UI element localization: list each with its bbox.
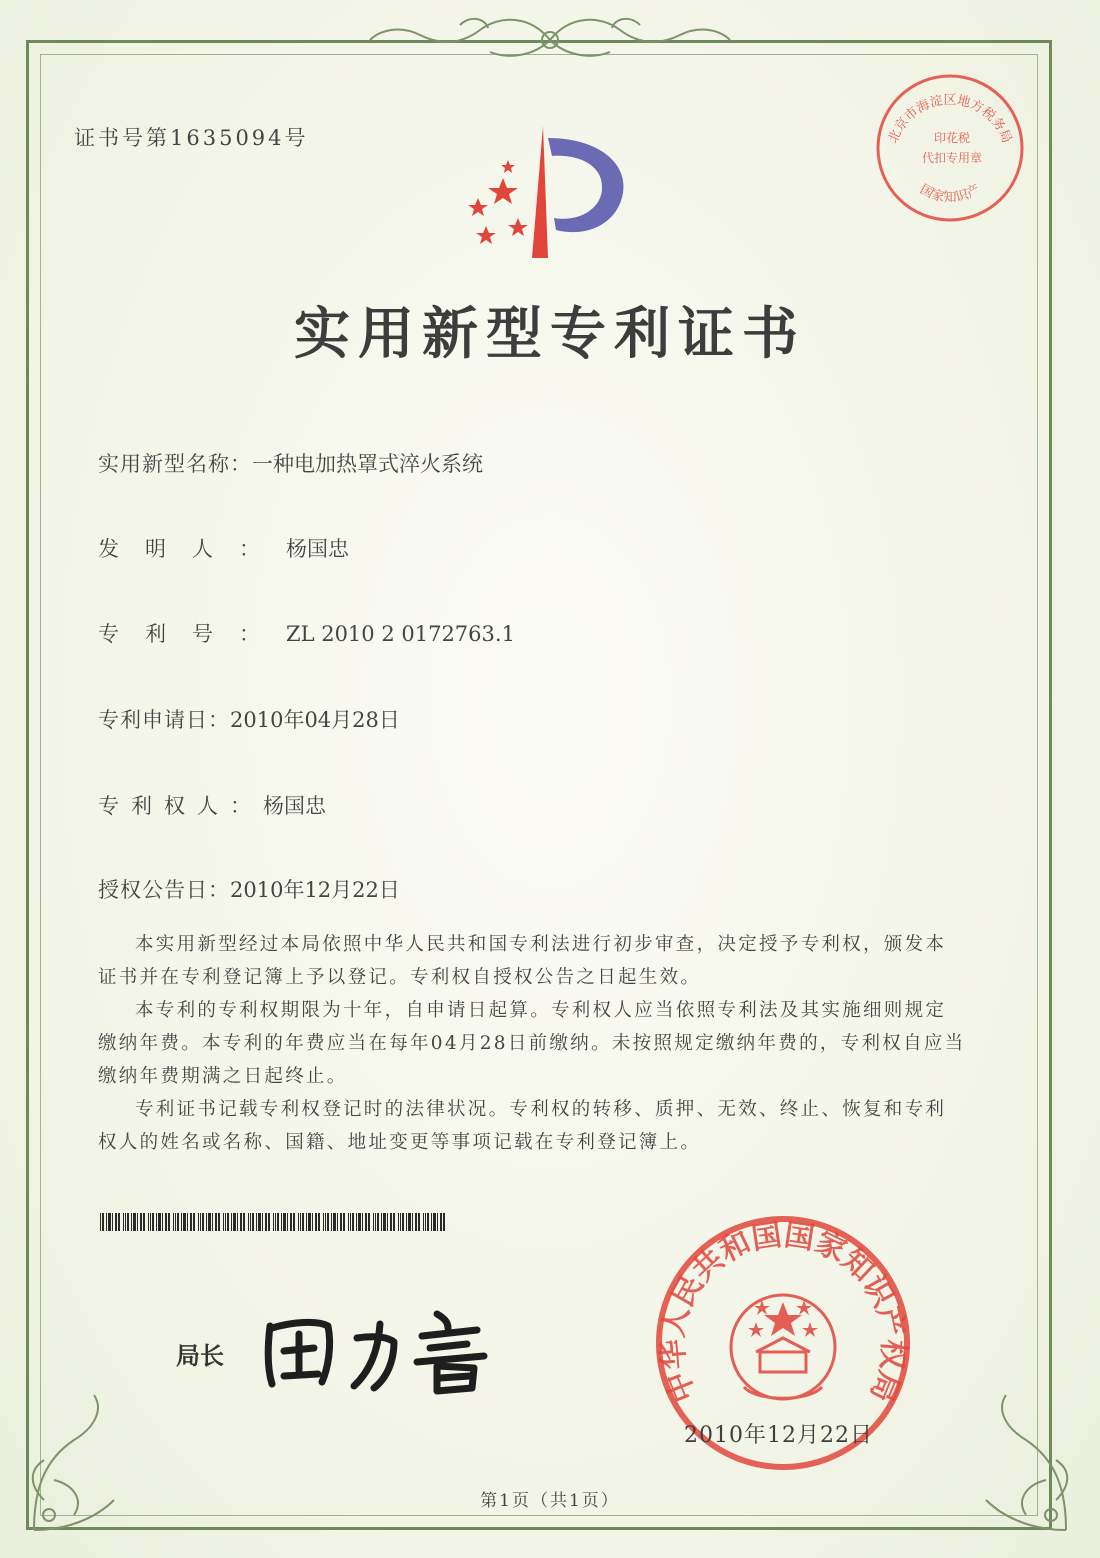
barcode-bar <box>383 1213 386 1231</box>
barcode-bar <box>323 1213 324 1231</box>
barcode-bar <box>181 1213 182 1231</box>
barcode-bar <box>208 1213 211 1231</box>
barcode-bar <box>265 1213 267 1231</box>
barcode-bar <box>227 1213 229 1231</box>
barcode-bar <box>381 1213 382 1231</box>
director-signature <box>262 1296 522 1396</box>
barcode-bar <box>358 1213 361 1231</box>
field-label: 专利申请日： <box>98 708 230 732</box>
barcode-bar <box>277 1213 279 1231</box>
barcode-bar <box>356 1213 357 1231</box>
field-value: 2010年04月28日 <box>230 708 400 732</box>
body-paragraph-3: 专利证书记载专利权登记时的法律状况。专利权的转移、质押、无效、终止、恢复和专利权人的姓名或名称、国籍、地址变更等事项记载在专利登记簿上。 <box>98 1099 947 1153</box>
field-utility-model-name <box>98 448 483 478</box>
barcode-bar <box>315 1213 317 1231</box>
barcode-bar <box>337 1213 338 1231</box>
barcode-bar <box>373 1213 374 1231</box>
bottom-left-ornament <box>14 1390 134 1540</box>
barcode-bar <box>327 1213 329 1231</box>
barcode-bar <box>302 1213 304 1231</box>
barcode-bar <box>437 1213 438 1231</box>
barcode-bar <box>400 1213 401 1231</box>
barcode-bar <box>237 1213 238 1231</box>
barcode-bar <box>231 1213 232 1231</box>
field-label: 发明人： <box>98 537 286 561</box>
body-paragraph-2: 本专利的专利权期限为十年，自申请日起算。专利权人应当依照专利法及其实施细则规定缴纳年费。本专利的年费应当在每年04月28日前缴纳。未按照规定缴纳年费的，专利权自应当缴纳年费期满之日起终止。 <box>98 1000 966 1087</box>
barcode-bar <box>131 1213 132 1231</box>
tax-seal <box>872 70 1028 226</box>
barcode-bar <box>387 1213 388 1231</box>
barcode-bar <box>318 1213 320 1231</box>
field-label: 实用新型名称： <box>98 452 252 476</box>
barcode-bar <box>343 1213 345 1231</box>
barcode-bar <box>173 1213 174 1231</box>
barcode-bar <box>348 1213 349 1231</box>
bottom-right-ornament <box>966 1390 1086 1540</box>
barcode-bar <box>431 1213 432 1231</box>
barcode-bar <box>175 1213 176 1231</box>
field-application-date <box>98 704 400 734</box>
body-paragraph-1: 本实用新型经过本局依照中华人民共和国专利法进行初步审查，决定授予专利权，颁发本证书并在专利登记簿上予以登记。专利权自授权公告之日起生效。 <box>98 934 947 988</box>
barcode-bar <box>268 1213 270 1231</box>
director-label: 局长 <box>176 1342 224 1370</box>
barcode-bar <box>312 1213 313 1231</box>
barcode-bar <box>290 1213 292 1231</box>
barcode-bar <box>248 1213 249 1231</box>
barcode-bar <box>283 1213 286 1231</box>
barcode-bar <box>331 1213 332 1231</box>
barcode-bar <box>402 1213 404 1231</box>
svg-text:国家知识产 <box>917 181 982 205</box>
barcode-bar <box>193 1213 195 1231</box>
field-value: 杨国忠 <box>286 537 349 561</box>
barcode-bar <box>415 1213 417 1231</box>
barcode-bar <box>298 1213 299 1231</box>
page-footer: 第1页（共1页） <box>480 1491 620 1511</box>
field-label: 授权公告日： <box>98 878 230 902</box>
barcode-bar <box>368 1213 370 1231</box>
tax-seal-ring-text: 北京市海淀区地方税务局 <box>885 92 1015 146</box>
official-seal-text: 中华人民共和国国家知识产权局 <box>655 1217 911 1407</box>
barcode-bar <box>365 1213 367 1231</box>
barcode-bar <box>273 1213 274 1231</box>
barcode-bar <box>300 1213 301 1231</box>
tax-seal-bottom-text: 国家知识产 <box>917 182 983 206</box>
barcode-bar <box>152 1213 154 1231</box>
barcode-bar <box>158 1213 161 1231</box>
barcode-bar <box>333 1213 336 1231</box>
barcode-bar <box>398 1213 399 1231</box>
barcode-bar <box>425 1213 426 1231</box>
barcode-bar <box>206 1213 207 1231</box>
barcode-bar <box>162 1213 163 1231</box>
field-grant-date <box>98 874 400 904</box>
barcode-bar <box>306 1213 307 1231</box>
barcode <box>100 1213 446 1231</box>
barcode-bar <box>212 1213 213 1231</box>
certificate-title: 实用新型专利证书 <box>294 302 806 367</box>
barcode-bar <box>308 1213 311 1231</box>
barcode-bar <box>406 1213 407 1231</box>
barcode-bar <box>375 1213 376 1231</box>
barcode-bar <box>187 1213 188 1231</box>
barcode-bar <box>287 1213 288 1231</box>
barcode-bar <box>256 1213 257 1231</box>
barcode-bar <box>133 1213 136 1231</box>
barcode-bar <box>202 1213 204 1231</box>
barcode-bar <box>427 1213 429 1231</box>
field-value: 一种电加热罩式淬火系统 <box>252 452 483 476</box>
certificate-number: 证书号第1635094号 <box>74 126 309 150</box>
barcode-bar <box>165 1213 167 1231</box>
barcode-bar <box>362 1213 363 1231</box>
tax-seal-center-line2: 代扣专用章 <box>921 151 983 165</box>
barcode-bar <box>440 1213 442 1231</box>
barcode-bar <box>125 1213 126 1231</box>
barcode-bar <box>148 1213 149 1231</box>
barcode-bar <box>423 1213 424 1231</box>
barcode-bar <box>190 1213 192 1231</box>
barcode-bar <box>150 1213 151 1231</box>
top-ornament <box>360 10 740 72</box>
barcode-bar <box>252 1213 254 1231</box>
barcode-bar <box>350 1213 351 1231</box>
barcode-bar <box>377 1213 379 1231</box>
barcode-bar <box>168 1213 170 1231</box>
barcode-bar <box>250 1213 251 1231</box>
barcode-bar <box>223 1213 224 1231</box>
barcode-bar <box>243 1213 245 1231</box>
barcode-bar <box>443 1213 445 1231</box>
barcode-bar <box>156 1213 157 1231</box>
patent-office-emblem <box>448 118 638 268</box>
barcode-bar <box>183 1213 186 1231</box>
field-value: 2010年12月22日 <box>230 878 400 902</box>
field-label: 专利权人： <box>98 794 263 818</box>
barcode-bar <box>240 1213 242 1231</box>
field-label: 专利号： <box>98 622 286 646</box>
barcode-bar <box>340 1213 342 1231</box>
barcode-bar <box>408 1213 411 1231</box>
barcode-bar <box>293 1213 295 1231</box>
field-value: ZL 2010 2 0172763.1 <box>286 622 515 646</box>
barcode-bar <box>108 1213 111 1231</box>
barcode-bar <box>177 1213 179 1231</box>
barcode-bar <box>418 1213 420 1231</box>
barcode-bar <box>433 1213 436 1231</box>
field-value: 杨国忠 <box>263 794 326 818</box>
barcode-bar <box>412 1213 413 1231</box>
certificate-body <box>98 928 966 1159</box>
barcode-bar <box>143 1213 145 1231</box>
barcode-bar <box>215 1213 217 1231</box>
barcode-bar <box>140 1213 142 1231</box>
barcode-bar <box>102 1213 104 1231</box>
barcode-bar <box>393 1213 395 1231</box>
field-patentee <box>98 790 326 820</box>
field-patent-number <box>98 618 515 648</box>
barcode-bar <box>106 1213 107 1231</box>
barcode-bar <box>262 1213 263 1231</box>
barcode-bar <box>200 1213 201 1231</box>
seal-date: 2010年12月22日 <box>684 1423 873 1448</box>
barcode-bar <box>100 1213 101 1231</box>
barcode-bar <box>112 1213 113 1231</box>
barcode-bar <box>218 1213 220 1231</box>
tax-seal-center-line1: 印花税 <box>933 131 971 145</box>
field-inventor <box>98 533 349 563</box>
barcode-bar <box>115 1213 117 1231</box>
barcode-bar <box>352 1213 354 1231</box>
barcode-bar <box>118 1213 120 1231</box>
barcode-bar <box>281 1213 282 1231</box>
barcode-bar <box>275 1213 276 1231</box>
barcode-bar <box>258 1213 261 1231</box>
barcode-bar <box>137 1213 138 1231</box>
barcode-bar <box>198 1213 199 1231</box>
barcode-bar <box>390 1213 392 1231</box>
barcode-bar <box>225 1213 226 1231</box>
barcode-bar <box>127 1213 129 1231</box>
barcode-bar <box>123 1213 124 1231</box>
barcode-bar <box>325 1213 326 1231</box>
barcode-bar <box>233 1213 236 1231</box>
